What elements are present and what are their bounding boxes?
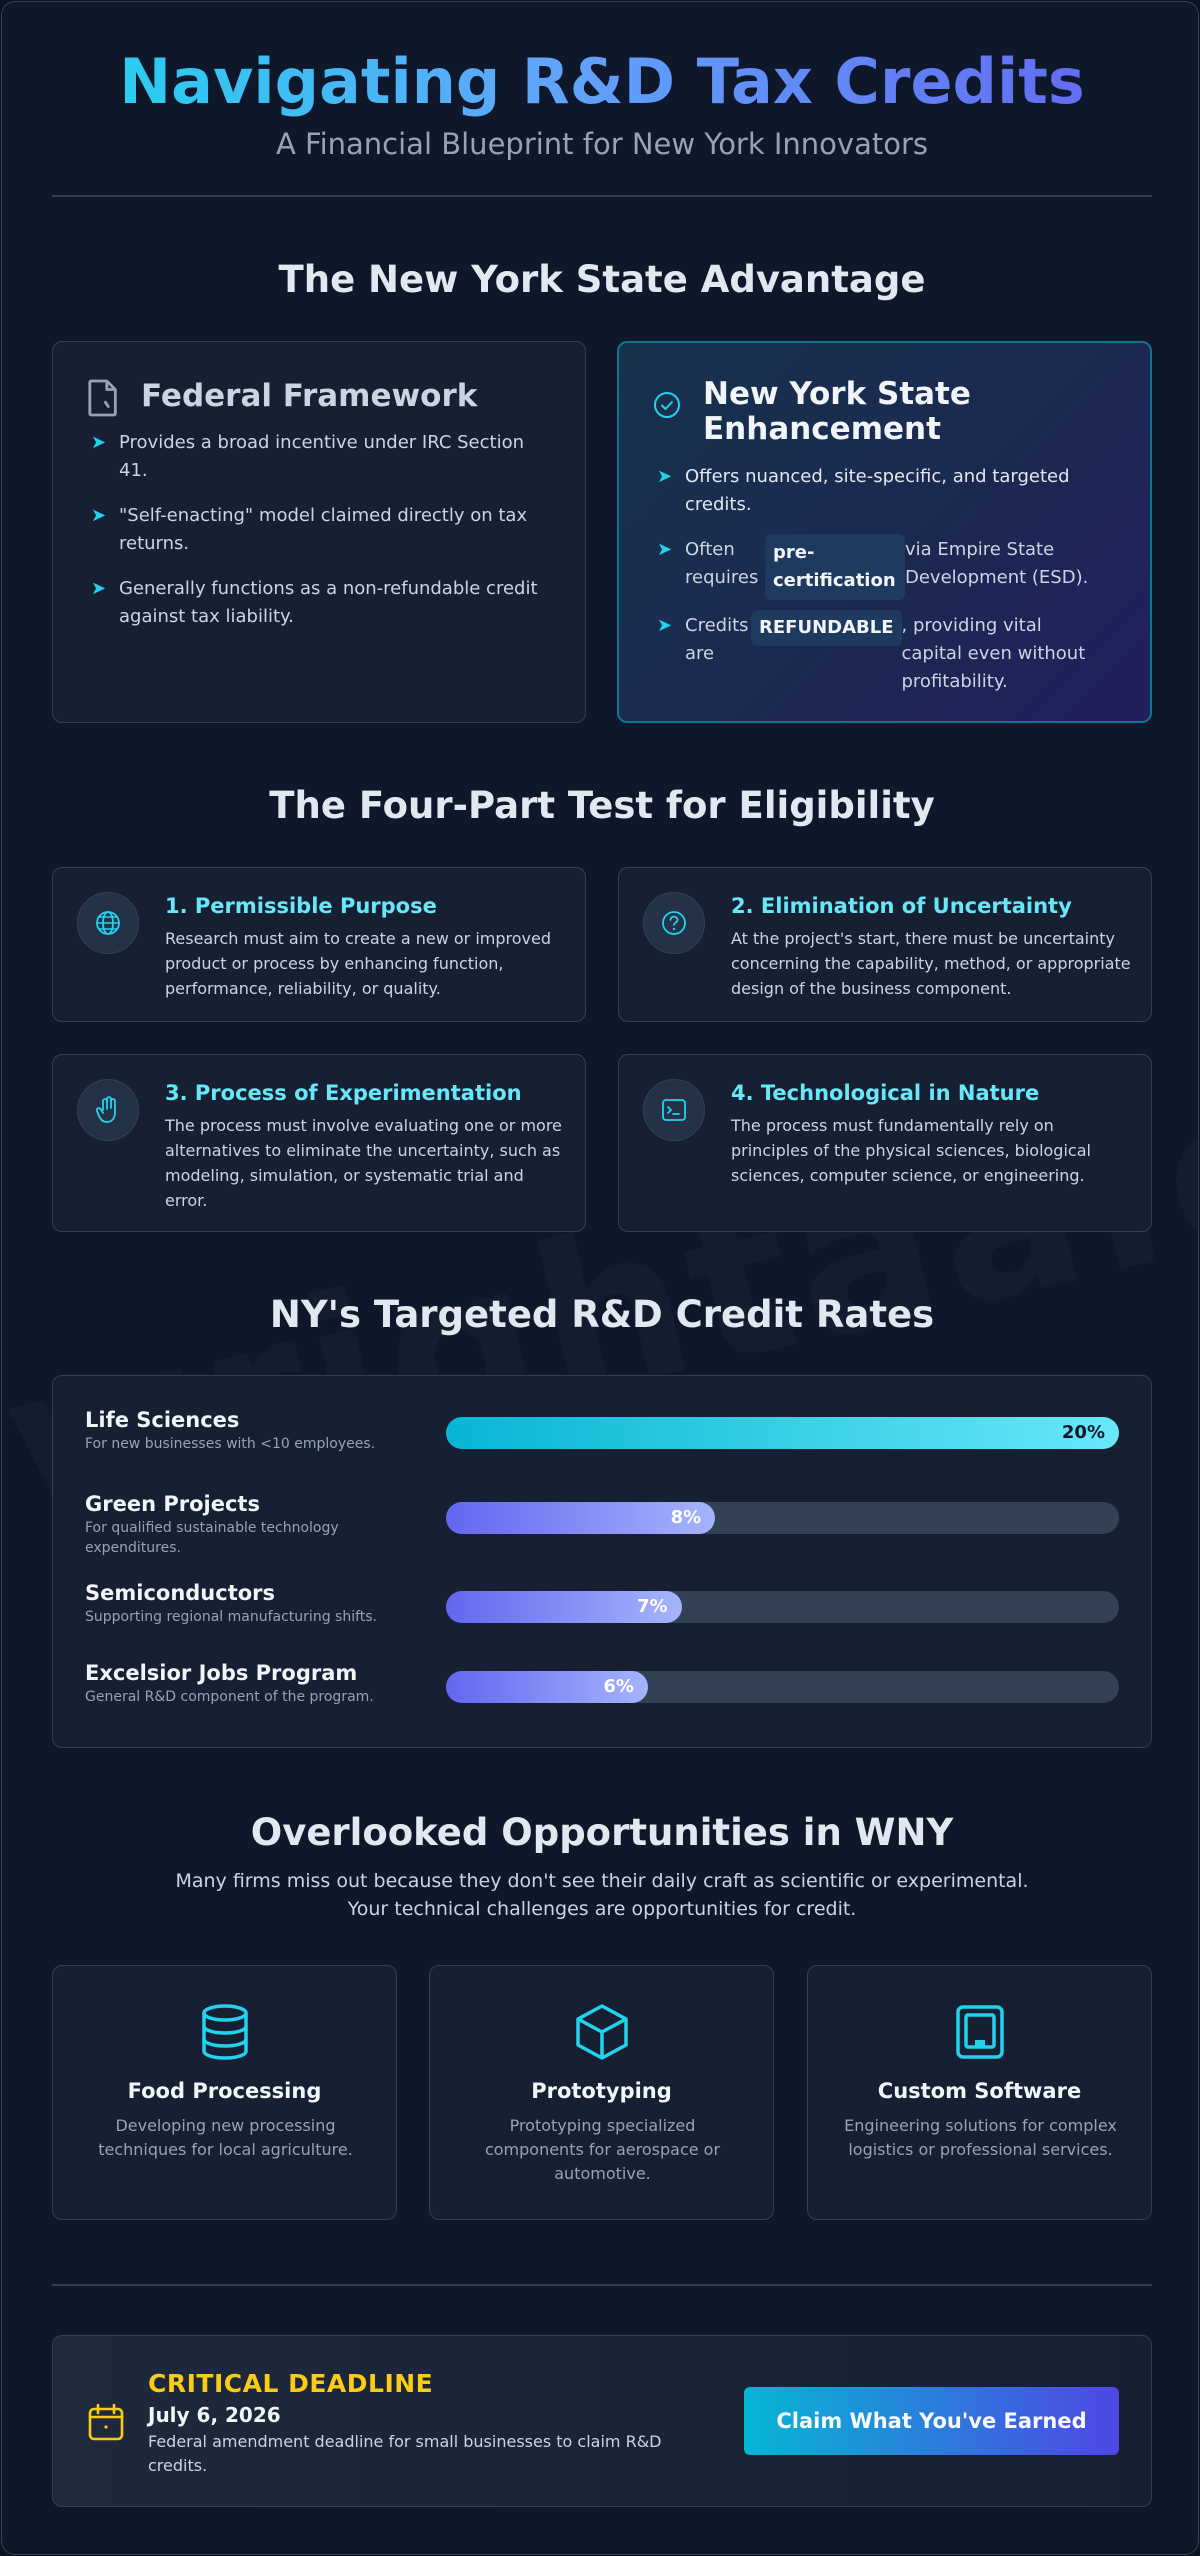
rate-bar-track: [446, 1591, 1119, 1623]
rate-value: 8%: [670, 1507, 702, 1528]
cube-icon: [572, 2002, 632, 2062]
test-title: 1. Permissible Purpose: [165, 894, 437, 918]
test-card-technological-in-nature: [618, 1054, 1152, 1232]
rate-desc: For qualified sustainable technology expenditures.: [85, 1520, 339, 1556]
rate-name: Green Projects: [85, 1492, 260, 1516]
page-frame: [1, 1, 1199, 2555]
list-item: ➤ Often requires pre-certification via Empire State Development (ESD).: [657, 536, 1105, 600]
test-title: 4. Technological in Nature: [731, 1081, 1040, 1105]
list-item: ➤ Generally functions as a non-refundable credit against tax liability.: [91, 575, 539, 631]
claim-credits-button[interactable]: Claim What You've Earned: [744, 2387, 1119, 2455]
rate-name: Semiconductors: [85, 1581, 276, 1605]
test-title: 3. Process of Experimentation: [165, 1081, 522, 1105]
section-title-advantage: The New York State Advantage: [278, 258, 926, 301]
federal-framework-title: Federal Framework: [141, 378, 478, 414]
arrow-icon: ➤: [657, 615, 673, 636]
hand-icon: [95, 1096, 121, 1124]
rate-bar-fill: [446, 1417, 1119, 1449]
section-title-four-part-test: The Four-Part Test for Eligibility: [269, 784, 935, 827]
opportunity-text: Engineering solutions for complex logistics or professional services.: [844, 2116, 1117, 2159]
rate-desc: General R&D component of the program.: [85, 1689, 374, 1705]
database-icon: [195, 2002, 255, 2062]
ny-enhancement-title: New York State Enhancement: [703, 376, 971, 447]
arrow-icon: ➤: [91, 578, 107, 599]
opportunity-title: Food Processing: [127, 2079, 322, 2103]
globe-icon-badge: [77, 892, 139, 954]
ny-enhancement-card: [617, 341, 1152, 723]
deadline-label: CRITICAL DEADLINE: [148, 2369, 434, 2398]
rate-row-life-sciences: [85, 1406, 1125, 1454]
test-text: The process must involve evaluating one or more alternatives to eliminate the uncertainty, such as modeling, simulation, or systematic trial and error.: [165, 1116, 562, 1210]
test-title: 2. Elimination of Uncertainty: [731, 894, 1072, 918]
list-item: ➤ "Self-enacting" model claimed directly on tax returns.: [91, 502, 539, 558]
terminal-icon: [661, 1098, 687, 1122]
section-title-rates: NY's Targeted R&D Credit Rates: [269, 1293, 935, 1336]
rate-bar-fill: [446, 1671, 648, 1703]
page-subtitle: A Financial Blueprint for New York Innovators: [275, 127, 929, 161]
opportunity-card-prototyping: [429, 1965, 774, 2220]
arrow-icon: ➤: [657, 466, 673, 487]
test-text: The process must fundamentally rely on principles of the physical sciences, biological sciences, computer science, or engineering.: [731, 1116, 1091, 1185]
rate-bar-track: [446, 1502, 1119, 1534]
arrow-icon: ➤: [657, 539, 673, 560]
test-card-elimination-of-uncertainty: [618, 867, 1152, 1022]
opportunity-title: Custom Software: [877, 2079, 1082, 2103]
deadline-date: July 6, 2026: [148, 2403, 281, 2427]
rates-card: [52, 1375, 1152, 1748]
opportunity-card-food-processing: [52, 1965, 397, 2220]
opportunity-text: Prototyping specialized components for aerospace or automotive.: [484, 2116, 721, 2183]
terminal-icon-badge: [643, 1079, 705, 1141]
rate-value: 20%: [1061, 1422, 1105, 1443]
ny-bullets: [657, 463, 1105, 713]
globe-icon: [95, 910, 121, 936]
hand-icon-badge: [77, 1079, 139, 1141]
rate-bar-track: [446, 1671, 1119, 1703]
test-text: At the project's start, there must be uncertainty concerning the capability, method, or appropriate design of the business component.: [731, 929, 1131, 998]
test-card-process-of-experimentation: [52, 1054, 586, 1232]
rate-desc: Supporting regional manufacturing shifts.: [85, 1609, 377, 1625]
list-item: ➤ Provides a broad incentive under IRC Section 41.: [91, 429, 539, 485]
opportunity-text: Developing new processing techniques for local agriculture.: [98, 2116, 353, 2159]
document-icon: [87, 378, 121, 418]
rate-row-excelsior: [85, 1659, 1125, 1707]
check-circle-icon: [653, 391, 681, 419]
rate-bar-fill: [446, 1591, 682, 1623]
arrow-icon: ➤: [91, 505, 107, 526]
rate-name: Excelsior Jobs Program: [85, 1661, 358, 1685]
divider: [52, 2284, 1152, 2286]
section-title-opportunities: Overlooked Opportunities in WNY: [250, 1811, 954, 1854]
test-card-permissible-purpose: [52, 867, 586, 1022]
list-item: ➤ Credits are REFUNDABLE , providing vital capital even without profitability.: [657, 612, 1105, 696]
rate-value: 7%: [636, 1596, 668, 1617]
calendar-icon: [87, 2402, 125, 2442]
pre-certification-badge: pre-certification: [765, 534, 905, 600]
arrow-icon: ➤: [91, 432, 107, 453]
federal-bullets: [91, 429, 539, 648]
refundable-badge: REFUNDABLE: [751, 610, 902, 646]
rate-row-semiconductors: [85, 1579, 1125, 1627]
deadline-text: Federal amendment deadline for small businesses to claim R&D credits.: [148, 2432, 662, 2475]
question-circle-icon: [661, 910, 687, 936]
list-item: ➤ Offers nuanced, site-specific, and targeted credits.: [657, 463, 1105, 519]
rate-row-green-projects: [85, 1490, 1125, 1558]
divider: [52, 195, 1152, 197]
opportunity-card-custom-software: [807, 1965, 1152, 2220]
deadline-banner: [52, 2335, 1152, 2507]
opportunity-title: Prototyping: [531, 2079, 672, 2103]
tablet-icon: [950, 2002, 1010, 2062]
rate-name: Life Sciences: [85, 1408, 240, 1432]
federal-framework-card: [52, 341, 586, 723]
rate-value: 6%: [603, 1676, 634, 1697]
opportunities-intro: Many firms miss out because they don't see their daily craft as scientific or experimental. Your technical challenges are opportunities for credit.: [175, 1870, 1029, 1920]
question-icon-badge: [643, 892, 705, 954]
page-title: Navigating R&D Tax Credits: [52, 44, 1152, 120]
rate-desc: For new businesses with <10 employees.: [85, 1436, 376, 1452]
rate-bar-fill: [446, 1502, 715, 1534]
test-text: Research must aim to create a new or improved product or process by enhancing function, performance, reliability, or quality.: [165, 929, 552, 998]
rate-bar-track: [446, 1417, 1119, 1449]
